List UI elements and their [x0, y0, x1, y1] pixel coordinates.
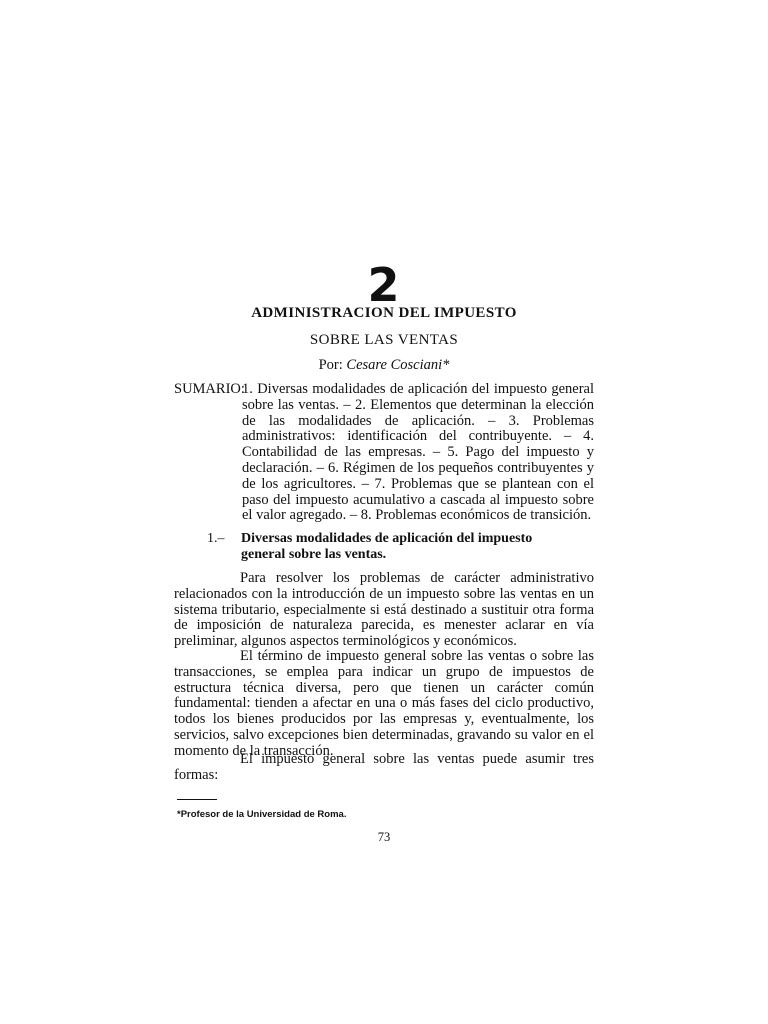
section-number: 1.–	[207, 531, 225, 546]
summary-block	[174, 382, 594, 524]
section-title: Diversas modalidades de aplicación del impuesto general sobre las ventas.	[241, 531, 533, 562]
chapter-number: 2	[367, 258, 401, 312]
body-paragraph: El impuesto general sobre las ventas puede asumir tres formas:	[174, 751, 594, 783]
section-heading	[207, 531, 567, 563]
title-line-1: ADMINISTRACION DEL IMPUESTO	[251, 305, 517, 321]
footnote: *Profesor de la Universidad de Roma.	[177, 809, 347, 820]
byline	[0, 357, 768, 374]
summary-text: 1. Diversas modalidades de aplicación del impuesto general sobre las ventas. – 2. Elementos que determinan la elección de las modalidades de aplicación. – 3. Problemas administrativos: identificación del contribuyente. – 4. Contabilidad de las empresas. – 5. Pago del impuesto y declaración. – 6. Régimen de los pequeños contribuyentes y de los agricultores. – 7. Problemas que se plantean con el paso del impuesto acumulativo a cascada al impuesto sobre el valor agregado. – 8. Problemas económicos de transición.	[242, 381, 594, 524]
author-footnote-marker: *	[442, 357, 450, 373]
byline-prefix: Por:	[318, 357, 343, 373]
body-paragraph: El término de impuesto general sobre las ventas o sobre las transacciones, se emplea para indicar un grupo de impuestos de estructura técnica diversa, pero que tienen un carácter común fundamental: tienden a afectar en una o más fases del ciclo productivo, todos los bienes producidos por las empresas y, eventualmente, los servicios, salvo excepciones bien determinadas, gravando su valor en el momento de la transacción.	[174, 648, 594, 759]
page-number: 73	[377, 830, 391, 844]
body-paragraph: Para resolver los problemas de carácter administrativo relacionados con la introducción de un impuesto sobre las ventas en un sistema tributario, especialmente si está destinado a sustituir otra forma de imposición de naturaleza parecida, es menester aclarar en vía preliminar, algunos aspectos terminológicos y económicos.	[174, 570, 594, 650]
summary-label: SUMARIO:	[174, 381, 245, 397]
footnote-divider	[177, 799, 217, 800]
author-name: Cesare Cosciani	[346, 357, 443, 373]
title-line-2: SOBRE LAS VENTAS	[309, 332, 459, 348]
